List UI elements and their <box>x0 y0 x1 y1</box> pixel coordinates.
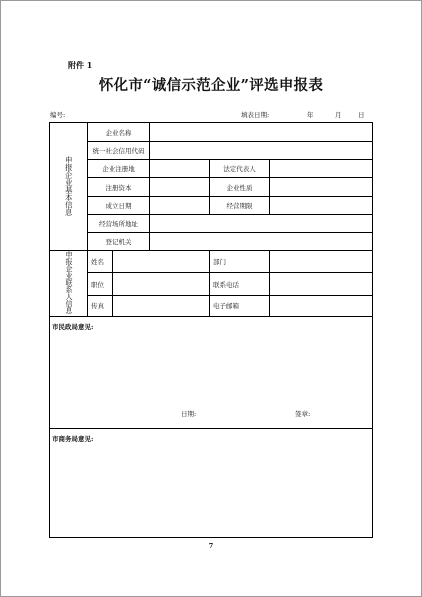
contact-section-label: 申报企业联系人信息 <box>50 251 88 317</box>
phone-field[interactable] <box>270 273 373 295</box>
legal-rep-field[interactable] <box>270 160 373 178</box>
nature-field[interactable] <box>270 178 373 197</box>
opinion-seal-label: 签章: <box>295 410 311 418</box>
nature-label: 企业性质 <box>210 178 270 197</box>
founded-label: 成立日期 <box>88 197 150 215</box>
month-label: 月 <box>335 111 342 119</box>
fill-date-label: 填表日期: <box>241 111 270 119</box>
credit-code-field[interactable] <box>150 142 373 160</box>
form-title: 怀化市“诚信示范企业”评选申报表 <box>98 77 324 94</box>
address-label: 经营场所地址 <box>88 215 150 233</box>
legal-rep-label: 法定代表人 <box>210 160 270 178</box>
application-form-table <box>49 122 373 538</box>
position-field[interactable] <box>113 273 210 295</box>
day-label: 日 <box>358 111 365 119</box>
company-name-label: 企业名称 <box>88 123 150 142</box>
term-label: 经营期限 <box>210 197 270 215</box>
fax-field[interactable] <box>113 295 210 316</box>
number-label: 编号: <box>50 111 66 119</box>
commerce-opinion-title: 市商务局意见: <box>52 435 94 443</box>
dept-field[interactable] <box>270 251 373 273</box>
company-name-field[interactable] <box>150 123 373 142</box>
attachment-label: 附件 1 <box>68 60 93 70</box>
reg-place-label: 企业注册地 <box>88 160 150 178</box>
term-field[interactable] <box>270 197 373 215</box>
company-section-label: 申报企业基本信息 <box>50 123 88 251</box>
page-number: 7 <box>208 542 214 550</box>
year-label: 年 <box>307 111 314 119</box>
dept-label: 部门 <box>210 251 270 273</box>
reg-authority-field[interactable] <box>150 233 373 251</box>
phone-label: 联系电话 <box>210 273 270 295</box>
reg-capital-field[interactable] <box>150 178 210 197</box>
reg-capital-label: 注册资本 <box>88 178 150 197</box>
civil-affairs-opinion-box[interactable] <box>50 317 373 429</box>
contact-name-label: 姓名 <box>88 251 113 273</box>
opinion-date-label: 日期: <box>181 410 197 418</box>
contact-name-field[interactable] <box>113 251 210 273</box>
address-field[interactable] <box>150 215 373 233</box>
reg-place-field[interactable] <box>150 160 210 178</box>
position-label: 职位 <box>88 273 113 295</box>
commerce-opinion-box[interactable] <box>50 429 373 538</box>
email-label: 电子邮箱 <box>210 295 270 316</box>
reg-authority-label: 登记机关 <box>88 233 150 251</box>
credit-code-label: 统一社会信用代码 <box>88 142 150 160</box>
founded-field[interactable] <box>150 197 210 215</box>
civil-affairs-opinion-title: 市民政局意见: <box>52 323 94 331</box>
email-field[interactable] <box>270 295 373 316</box>
fax-label: 传真 <box>88 295 113 316</box>
